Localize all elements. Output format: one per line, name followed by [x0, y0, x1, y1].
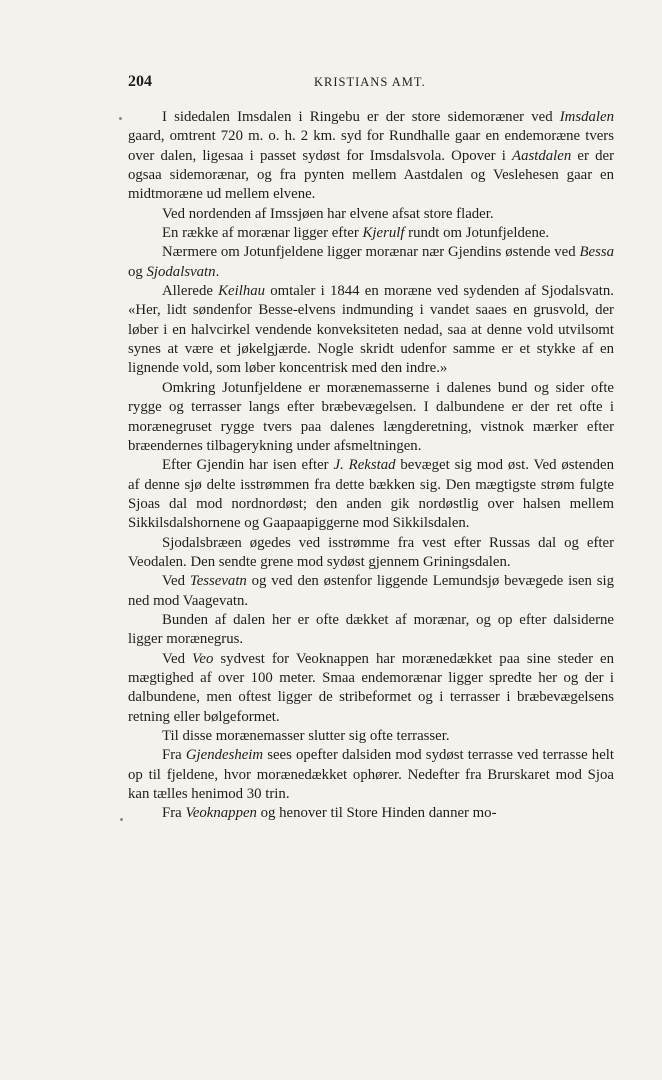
text-run: I sidedalen Imsdalen i Ringebu er der store sidemoræner ved	[162, 109, 560, 125]
paragraph	[128, 108, 614, 205]
text-run: Ved nordenden af Imssjøen har elvene afsat store flader.	[162, 205, 494, 222]
italic-name: Aastdalen	[512, 147, 572, 164]
text-run: og ved den østenfor liggende Lemundsjø bevægede isen sig ned mod Vaagevatn.	[128, 573, 614, 609]
text-run: rundt om Jotunfjeldene.	[404, 225, 550, 242]
paragraph	[128, 572, 614, 611]
text-run: Nærmere om Jotunfjeldene ligger morænar nær Gjendins østende ved	[162, 244, 580, 261]
italic-name: Veo	[192, 650, 214, 667]
text-run: Omkring Jotunfjeldene er morænemasserne i dalenes bund og sider ofte rygge og terrasser langs efter bræbevægelsen. I dalbundene er der ret ofte i morænegruset rygge tvers paa dalenes længderetning, vistnok mærker efter bræendernes tilbagerykning under afsmeltningen.	[128, 379, 614, 454]
paragraph	[128, 804, 614, 823]
text-run: er der ogsaa sidemorænar, og fra pynten mellem Aastdalen og Veslehesen gaar en midtmoræne ud mellem elvene.	[128, 147, 614, 203]
print-speck	[120, 818, 123, 821]
paragraph	[128, 224, 614, 243]
text-run: Sjodalsbræen øgedes ved isstrømme fra vest efter Russas dal og efter Veodalen. Den sendte grene mod sydøst gjennem Griningsdalen.	[128, 534, 614, 570]
page-header	[128, 73, 614, 95]
text-run: sees opefter dalsiden mod sydøst terrasse ved terrasse helt op til fjeldene, hvor morænedækket ophører. Nedefter fra Brurskaret mod Sjoa kan tælles henimod 30 trin.	[128, 747, 614, 803]
text-run: Efter Gjendin har isen efter	[162, 457, 334, 474]
text-run: omtaler i 1844 en moræne ved sydenden af Sjodalsvatn. «Her, lidt søndenfor Besse-elvens indmunding i vandet saaes en grusvold, der løber i en halvcirkel vendende konveksiteten nedad, saa at denne vold utvilsomt synes at være et jøkelgjærde. Nogle skridt udenfor samme er et stykke af en lignende vold, som løber koncentrisk med den indre.»	[128, 283, 614, 377]
text-run: og henover til Store Hinden danner mo-	[256, 805, 497, 822]
italic-name: Veoknappen	[185, 805, 257, 822]
text-run: Fra	[162, 805, 186, 822]
italic-name: Imsdalen	[559, 109, 614, 125]
running-title: KRISTIANS AMT.	[314, 75, 426, 89]
paragraph	[128, 282, 614, 379]
paragraph	[128, 650, 614, 727]
paragraph	[128, 746, 614, 804]
text-run: En række af morænar ligger efter	[162, 225, 363, 242]
page-number: 204	[128, 73, 152, 90]
text-run: bevæget sig mod øst. Ved østenden af denne sjø delte isstrømmen fra dette bækken sig. Den mægtigste strøm fulgte Sjoas dal mod nordnordøst; den anden gik nordøstlig over halsen mellem Sikkilsdalshornene og Gaapaapiggerne mod Sikkilsdalen.	[128, 457, 614, 532]
paragraph	[128, 379, 614, 456]
italic-name: Keilhau	[218, 283, 266, 300]
paragraph	[128, 456, 614, 533]
text-run: Ved	[162, 573, 190, 590]
text-run: og	[128, 263, 147, 280]
text-run: Allerede	[162, 283, 219, 300]
italic-name: Sjodalsvatn	[146, 263, 216, 280]
italic-name: Bessa	[579, 244, 614, 261]
paragraph	[128, 727, 614, 746]
print-speck	[119, 117, 122, 120]
text-run: Bunden af dalen her er ofte dækket af morænar, og op efter dalsiderne ligger morænegrus.	[128, 611, 614, 648]
italic-name: Kjerulf	[362, 225, 405, 242]
text-run: Til disse morænemasser slutter sig ofte terrasser.	[162, 728, 450, 744]
paragraph	[128, 205, 614, 224]
paragraph	[128, 243, 614, 282]
italic-name: Gjendesheim	[185, 747, 264, 764]
text-run: gaard, omtrent 720 m. o. h. 2 km. syd for Rundhalle gaar en endemoræne tvers over dalen, ligesaa i passet sydøst for Imsdalsvola. Opover i	[128, 128, 614, 164]
text-run: sydvest for Veoknappen har morænedækket paa sine steder en mægtighed af over 100 meter. Smaa endemorænar ligger spredte her og der i dalbundene, men oftest ligger de stribeformet og i terrasser i bræbevægelsens retning eller bølgeformet.	[128, 650, 614, 725]
text-run: .	[215, 263, 220, 280]
text-run: Fra	[162, 747, 186, 764]
paragraph	[128, 534, 614, 573]
paragraph	[128, 611, 614, 650]
text-run: Ved	[162, 650, 193, 667]
italic-name: Tessevatn	[189, 573, 247, 590]
italic-name: J. Rekstad	[333, 457, 396, 474]
body-text	[128, 108, 614, 824]
